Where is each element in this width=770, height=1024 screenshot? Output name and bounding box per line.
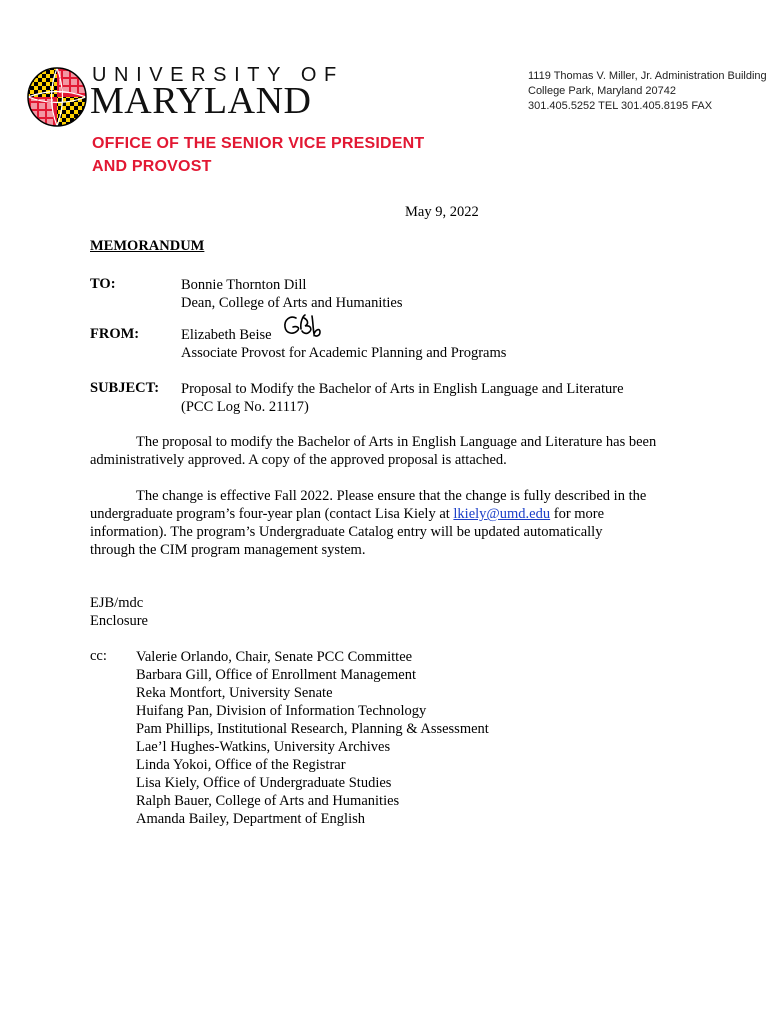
paragraph-line: administratively approved. A copy of the approved proposal is attached. bbox=[90, 452, 507, 468]
maryland-flag-globe-icon bbox=[26, 66, 88, 128]
university-wordmark-main: MARYLAND bbox=[90, 80, 312, 122]
paragraph-line: The change is effective Fall 2022. Please ensure that the change is fully described in the bbox=[136, 488, 647, 504]
to-name: Bonnie Thornton Dill bbox=[181, 277, 307, 293]
paragraph-effective bbox=[90, 487, 690, 559]
cc-item: Lisa Kiely, Office of Undergraduate Studies bbox=[136, 775, 392, 791]
subject-label: SUBJECT: bbox=[90, 380, 160, 396]
from-block bbox=[181, 326, 506, 362]
cc-item: Pam Phillips, Institutional Research, Planning & Assessment bbox=[136, 721, 489, 737]
office-name bbox=[92, 132, 424, 178]
from-title: Associate Provost for Academic Planning and Programs bbox=[181, 345, 507, 361]
signature-initials-icon bbox=[282, 312, 324, 340]
address-line-2: College Park, Maryland 20742 bbox=[528, 85, 676, 97]
subject-line-1: Proposal to Modify the Bachelor of Arts in English Language and Literature bbox=[181, 381, 624, 397]
reference-block bbox=[90, 594, 148, 630]
email-link[interactable]: lkiely@umd.edu bbox=[453, 506, 551, 522]
paragraph-line: The proposal to modify the Bachelor of Arts in English Language and Literature has been bbox=[136, 434, 657, 450]
paragraph-text: undergraduate program’s four-year plan (contact Lisa Kiely at bbox=[90, 506, 454, 522]
initials: EJB/mdc bbox=[90, 595, 144, 611]
to-block bbox=[181, 276, 402, 312]
paragraph-line bbox=[90, 505, 690, 523]
cc-item: Valerie Orlando, Chair, Senate PCC Committee bbox=[136, 649, 413, 665]
paragraph-line: information). The program’s Undergraduate Catalog entry will be updated automatically bbox=[90, 524, 603, 540]
paragraph-text: for more bbox=[550, 506, 605, 522]
office-line-1: OFFICE OF THE SENIOR VICE PRESIDENT bbox=[92, 135, 425, 152]
office-address bbox=[528, 69, 767, 114]
cc-label: cc: bbox=[90, 648, 107, 664]
cc-item: Barbara Gill, Office of Enrollment Management bbox=[136, 667, 416, 683]
to-title: Dean, College of Arts and Humanities bbox=[181, 295, 403, 311]
cc-item: Ralph Bauer, College of Arts and Humanities bbox=[136, 793, 400, 809]
cc-item: Amanda Bailey, Department of English bbox=[136, 811, 365, 827]
cc-item: Reka Montfort, University Senate bbox=[136, 685, 333, 701]
cc-list bbox=[136, 648, 489, 828]
memo-date: May 9, 2022 bbox=[405, 204, 479, 220]
cc-item: Linda Yokoi, Office of the Registrar bbox=[136, 757, 346, 773]
subject-block bbox=[181, 380, 624, 416]
address-line-3: 301.405.5252 TEL 301.405.8195 FAX bbox=[528, 100, 713, 112]
memo-title: MEMORANDUM bbox=[90, 238, 205, 254]
paragraph-line: through the CIM program management system. bbox=[90, 542, 366, 558]
university-wordmark-top: UNIVERSITY OF bbox=[92, 64, 344, 86]
from-name: Elizabeth Beise bbox=[181, 327, 272, 343]
cc-item: Lae’l Hughes-Watkins, University Archives bbox=[136, 739, 391, 755]
cc-item: Huifang Pan, Division of Information Technology bbox=[136, 703, 427, 719]
enclosure: Enclosure bbox=[90, 613, 148, 629]
from-label: FROM: bbox=[90, 326, 140, 342]
to-label: TO: bbox=[90, 276, 116, 292]
address-line-1: 1119 Thomas V. Miller, Jr. Administration Building bbox=[528, 70, 767, 82]
subject-line-2: (PCC Log No. 21117) bbox=[181, 399, 309, 415]
office-line-2: AND PROVOST bbox=[92, 158, 212, 175]
paragraph-approval bbox=[90, 433, 690, 469]
